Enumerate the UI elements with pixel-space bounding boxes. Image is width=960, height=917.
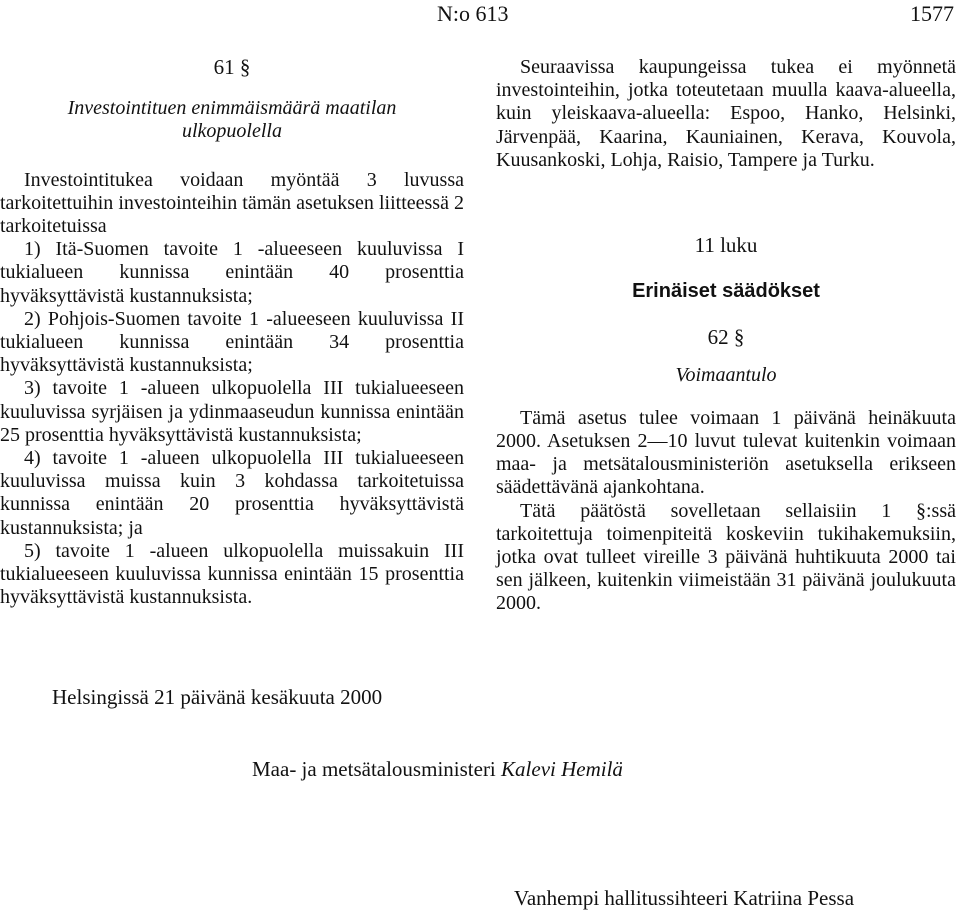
entry-into-force-paragraph: Tämä asetus tulee voimaan 1 päivänä heinäkuuta 2000. Asetuksen 2—10 luvut tulevat kuitenkin voimaan maa- ja metsätalousministeriön asetuksella erikseen säädettävänä ajankohtana. (496, 406, 956, 499)
issue-number: N:o 613 (437, 1, 509, 26)
list-item-3: 3) tavoite 1 -alueen ulkopuolella III tukialueeseen kuuluvissa syrjäisen ja ydinmaaseudun kunnissa enintään 25 prosenttia hyväksyttävistä kustannuksista; (0, 377, 464, 446)
right-column (496, 56, 956, 616)
officer-signature: Vanhempi hallitussihteeri Katriina Pessa (514, 886, 855, 910)
chapter-title: Erinäiset säädökset (632, 280, 820, 303)
application-paragraph: Tätä päätöstä sovelletaan sellaisiin 1 §:ssä tarkoitettuja toimenpiteitä koskeviin tukihakemuksiin, jotka ovat tulleet vireille 3 päivänä huhtikuuta 2000 tai sen jälkeen, kuitenkin viimeistään 31 päivänä joulukuuta 2000. (496, 499, 956, 615)
section-61-number: 61 § (213, 55, 251, 79)
section-62-number: 62 § (707, 325, 745, 350)
left-column (0, 56, 464, 609)
list-item-2: 2) Pohjois-Suomen tavoite 1 -alueeseen kuuluvissa II tukialueen kunnissa enintään 34 prosenttia hyväksyttävistä kustannuksista; (0, 307, 464, 377)
chapter-number: 11 luku (694, 233, 758, 258)
minister-name: Kalevi Hemilä (501, 757, 623, 781)
section-61-intro: Investointitukea voidaan myöntää 3 luvussa tarkoitettuihin investointeihin tämän asetuksen liitteessä 2 tarkoitetuissa (0, 168, 464, 238)
list-item-5: 5) tavoite 1 -alueen ulkopuolella muissakuin III tukialueeseen kuuluvissa kunnissa enintään 15 prosenttia hyväksyttävistä kustannuksista. (0, 539, 464, 609)
cities-paragraph: Seuraavissa kaupungeissa tukea ei myönnetä investointeihin, jotka toteutetaan muulla kaava-alueella, kuin yleiskaava-alueella: Espoo, Hanko, Helsinki, Järvenpää, Kaarina, Kauniainen, Kerava, Kouvola, Kuusankoski, Lohja, Raisio, Tampere ja Turku. (496, 56, 956, 171)
page-number: 1577 (910, 1, 954, 26)
list-item-1: 1) Itä-Suomen tavoite 1 -alueeseen kuuluvissa I tukialueen kunnissa enintään 40 prosenttia hyväksyttävistä kustannuksista; (0, 238, 464, 307)
minister-title: Maa- ja metsätalousministeri (252, 757, 496, 781)
list-item-4: 4) tavoite 1 -alueen ulkopuolella III tukialueeseen kuuluvissa muissa kuin 3 kohdassa tarkoitetuissa kunnissa enintään 20 prosenttia hyväksyttävistä kustannuksista; ja (0, 447, 464, 539)
section-61-title (0, 97, 464, 143)
section-61-title-line1: Investointituen enimmäismäärä maatilan (67, 97, 397, 120)
section-62-title: Voimaantulo (675, 363, 777, 386)
minister-signature (252, 757, 623, 782)
section-61-body (0, 169, 464, 610)
page-header (0, 0, 960, 32)
signing-place-date: Helsingissä 21 päivänä kesäkuuta 2000 (52, 685, 383, 709)
section-61-title-line2: ulkopuolella (182, 120, 282, 143)
